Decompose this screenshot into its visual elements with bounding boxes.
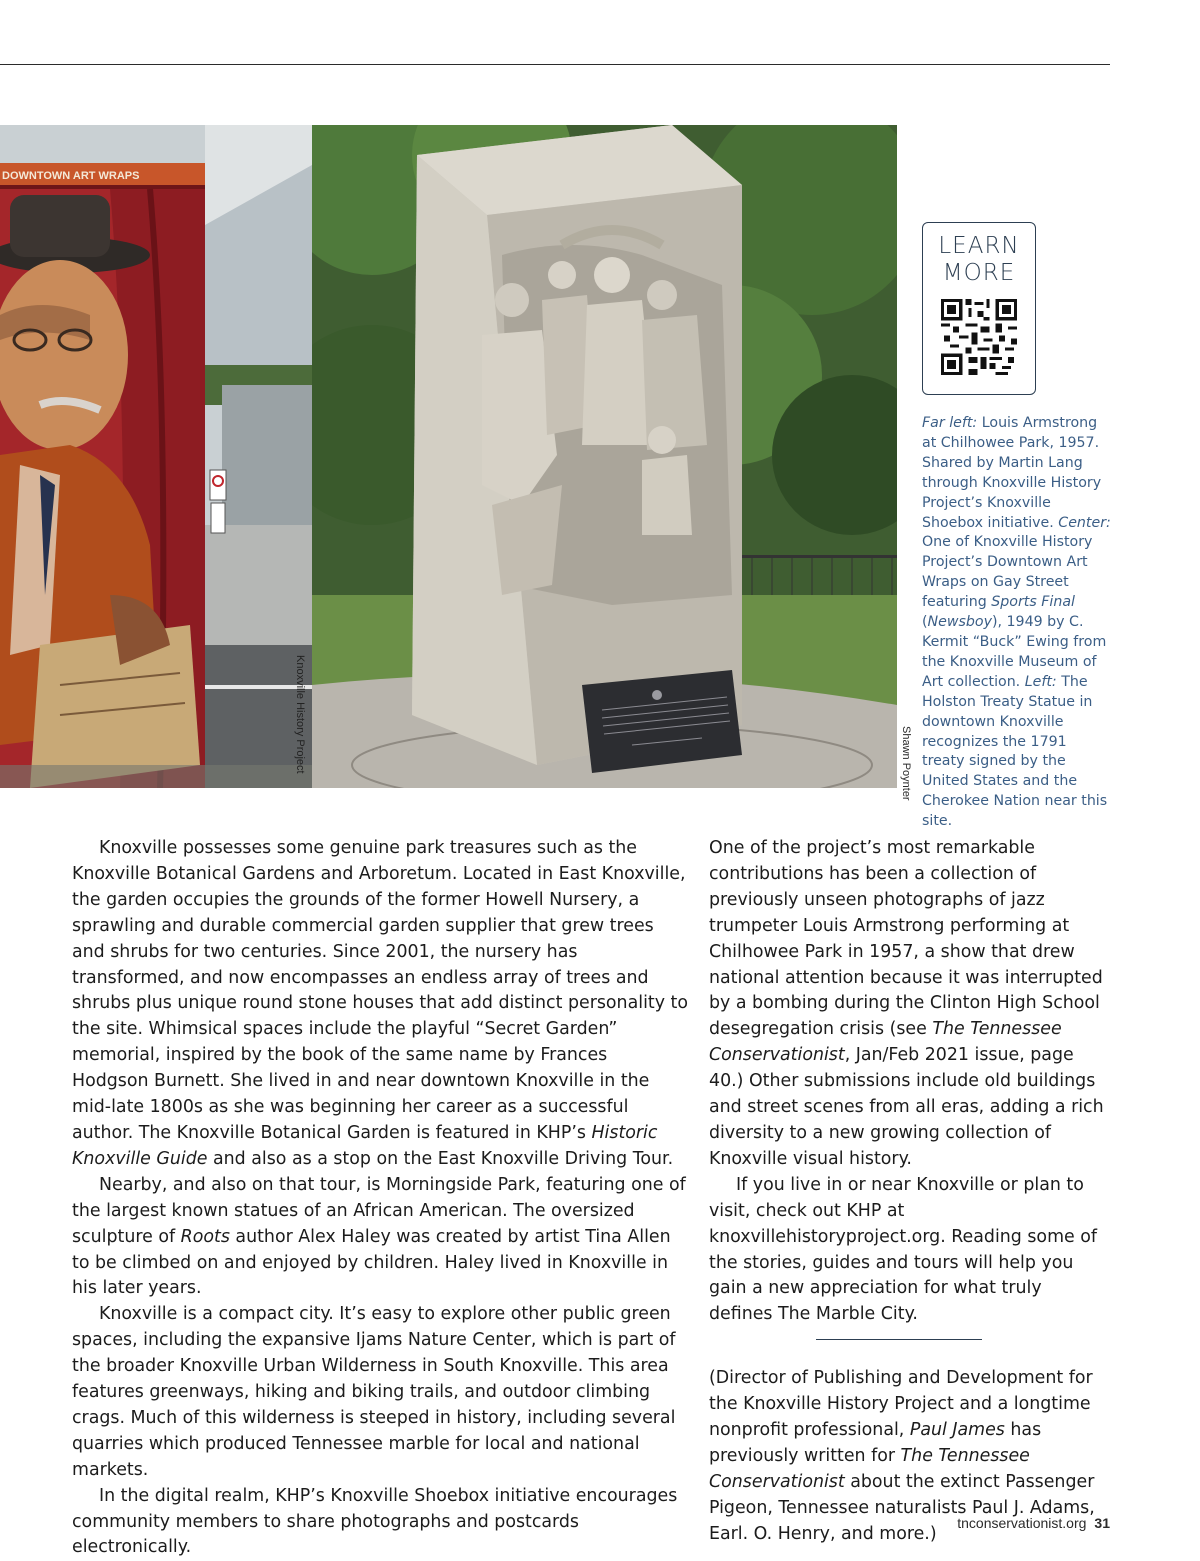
art-wrap-photo — [0, 125, 312, 788]
p1-text-b: and also as a stop on the East Knoxville Driving Tour. — [207, 1148, 674, 1169]
learn-more-qr-panel[interactable] — [922, 222, 1036, 395]
p1-guide-title: Historic Knoxville Guide — [72, 1122, 658, 1169]
paragraph-botanical-gardens — [72, 836, 688, 1173]
top-rule — [0, 64, 1110, 65]
bio-text-c: about the extinct Passenger Pigeon, Tennessee naturalists Paul J. Adams, Earl. O. Henry, and more.) — [709, 1471, 1095, 1544]
qr-code-icon[interactable] — [941, 299, 1017, 375]
learn-more-line-2: MORE — [942, 260, 1016, 286]
caption-center-text: One of Knoxville History Project’s Downtown Art Wraps on Gay Street featuring — [922, 534, 1093, 611]
caption-center-text-2: ), 1949 by C. Kermit “Buck” Ewing from the Knoxville Museum of Art collection. — [922, 614, 1107, 690]
p5-magazine-title: The Tennessee Conservationist — [709, 1019, 1062, 1066]
caption-work-title-1: Sports Final — [991, 594, 1075, 611]
p5-text-b: , Jan/Feb 2021 issue, page 40.) Other submissions include old buildings and street scenes from all eras, adding a rich diversity to a new growing collection of Knoxville visual history. — [709, 1045, 1104, 1169]
p5-text-a: One of the project’s most remarkable contributions has been a collection of previously unseen photographs of jazz trumpeter Louis Armstrong performing at Chilhowee Park in 1957, a show that drew national attention because it was interrupted by a bombing during the Clinton High School desegregation crisis (see — [709, 838, 1103, 1040]
caption-far-left-text: Louis Armstrong at Chilhowee Park, 1957. Shared by Martin Lang through Knoxville History Project’s Knoxville Shoebox initiative. — [922, 415, 1102, 531]
bio-magazine-title: The Tennessee Conservationist — [709, 1445, 1030, 1492]
bio-author-name: Paul James — [909, 1420, 1005, 1441]
caption-far-left-label: Far left: — [922, 415, 978, 431]
caption-center-label: Center: — [1058, 514, 1111, 531]
p2-text-b: author Alex Haley was created by artist Tina Allen to be climbed on and enjoyed by children. Haley lived in Knoxville in his later years. — [72, 1226, 671, 1299]
caption-work-title-2: Newsboy — [927, 614, 992, 631]
page-number: 31 — [1094, 1515, 1110, 1531]
paragraph-green-spaces: Knoxville is a compact city. It’s easy to explore other public green spaces, including the expansive Ijams Nature Center, which is part of the broader Knoxville Urban Wilderness in South Knoxville. This area features greenways, hiking and biking trails, and outdoor climbing crags. Much of this wilderness is steeped in history, including several quarries which produced Tennessee marble for local and national markets. — [72, 1304, 676, 1480]
article-column-left — [72, 836, 688, 1561]
bio-text-b: has previously written for — [709, 1420, 1042, 1466]
paragraph-morningside-park — [72, 1173, 688, 1303]
p1-text-a: Knoxville possesses some genuine park treasures such as the Knoxville Botanical Gardens and Arboretum. Located in East Knoxville, the garden occupies the grounds of the former Howell Nursery, a sprawling and durable commercial garden supplier that grew trees and shrubs for two centuries. Since 2001, the nursery has transformed, and now encompasses an endless array of trees and shrubs plus unique round stone houses that add distinct personality to the site. Whimsical spaces include the playful “Secret Garden” memorial, inspired by the book of the same name by Frances Hodgson Burnett. She lived in and near downtown Knoxville in the mid-late 1800s as she was beginning her career as a successful author. The Knoxville Botanical Garden is featured in KHP’s — [72, 838, 688, 1143]
footer-site-url[interactable]: tnconservationist.org — [957, 1515, 1087, 1531]
holston-treaty-statue-photo — [312, 125, 897, 788]
photo-caption — [922, 414, 1112, 832]
paragraph-armstrong-photos — [709, 836, 1109, 1173]
paragraph-digital-realm: In the digital realm, KHP’s Knoxville Shoebox initiative encourages community members to share photographs and postcards electronically. — [72, 1485, 678, 1558]
learn-more-title — [923, 233, 1035, 287]
learn-more-line-1: LEARN — [938, 233, 1020, 259]
paragraph-visit-khp: If you live in or near Knoxville or plan to visit, check out KHP at knoxvillehistoryproject.org. Reading some of the stories, guides and tours will help you gain a new appreciation for what truly defines The Marble City. — [709, 1174, 1098, 1325]
bio-separator — [816, 1339, 982, 1340]
p2-text-a: Nearby, and also on that tour, is Morningside Park, featuring one of the largest known statues of an African American. The oversized sculpture of — [72, 1174, 686, 1247]
bio-text-a: (Director of Publishing and Development for the Knoxville History Project and a longtime nonprofit professional, — [709, 1368, 1093, 1441]
caption-left-text: The Holston Treaty Statue in downtown Knoxville recognizes the 1791 treaty signed by the United States and the Cherokee Nation near this site. — [922, 673, 1108, 830]
art-wrap-sign: DOWNTOWN ART WRAPS — [2, 170, 140, 182]
p2-roots-title: Roots — [180, 1226, 230, 1247]
photo-credit-khp: Knoxville History Project — [294, 655, 306, 774]
article-column-right — [709, 836, 1109, 1548]
photo-credit-shawn-poynter: Shawn Poynter — [900, 726, 912, 801]
page-footer — [957, 1515, 1110, 1531]
caption-left-label: Left: — [1024, 673, 1057, 690]
caption-paren: ( — [922, 614, 928, 631]
